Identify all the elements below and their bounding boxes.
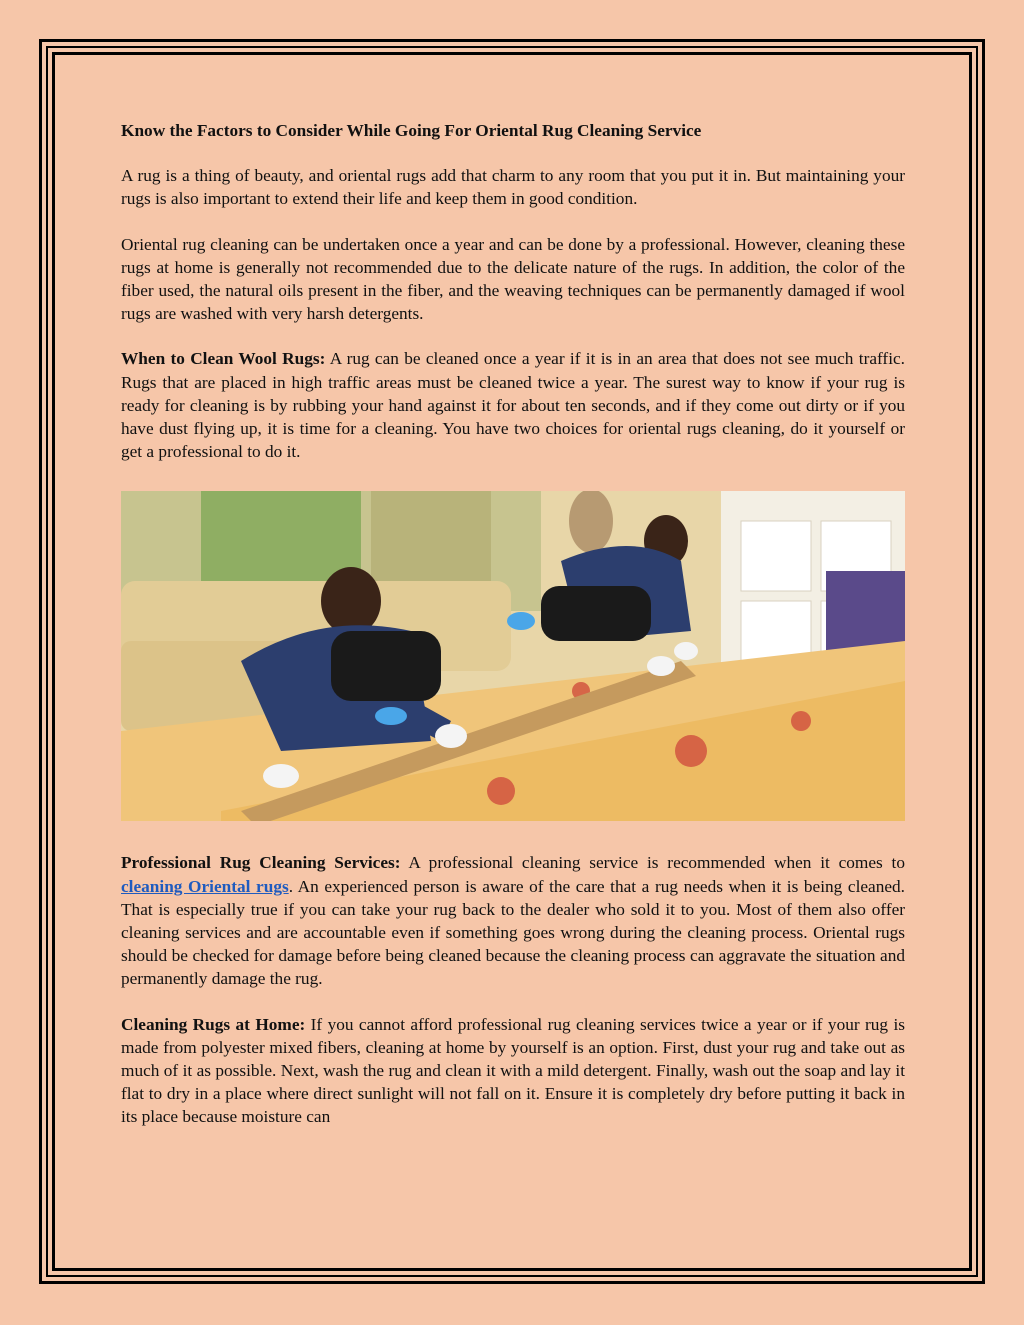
document-body <box>121 119 905 1151</box>
cleaning-oriental-rugs-link[interactable]: cleaning Oriental rugs <box>121 876 289 896</box>
section-wool-paragraph <box>121 347 905 463</box>
section-professional-paragraph <box>121 851 905 990</box>
section-wool-text: A rug can be cleaned once a year if it is in an area that does not see much traffic. Rugs that are placed in high traffic areas must be cleaned twice a year. The surest way to know if your rug is ready for cleaning is by rubbing your hand against it for about ten seconds, and if they come out dirty or if you have dust flying up, it is time for a cleaning. You have two choices for oriental rugs cleaning, do it yourself or get a professional to do it. <box>121 349 905 462</box>
paragraph-2: Oriental rug cleaning can be undertaken once a year and can be done by a professional. However, cleaning these rugs at home is generally not recommended due to the delicate nature of the rugs. In addition, the color of the fiber used, the natural oils present in the fiber, and the weaving techniques can be permanently damaged if wool rugs are washed with very harsh detergents. <box>121 234 905 324</box>
section-professional-text-1: A professional cleaning service is recommended when it comes to <box>400 853 905 873</box>
section-professional-heading: Professional Rug Cleaning Services: <box>121 853 401 873</box>
section-professional-text-2: . An experienced person is aware of the care that a rug needs when it is being cleaned. That is especially true if you can take your rug back to the dealer who sold it to you. Most of them also offer cleaning services and are accountable even if something goes wrong during the cleaning process. Oriental rugs should be checked for damage before being cleaned because the cleaning process can aggravate the situation and permanently damage the rug. <box>121 876 905 989</box>
intro-paragraph: A rug is a thing of beauty, and oriental rugs add that charm to any room that you put it in. But maintaining your rugs is also important to extend their life and keep them in good condition. <box>121 166 905 209</box>
section-home-heading: Cleaning Rugs at Home: <box>121 1014 306 1034</box>
section-home-text: If you cannot afford professional rug cleaning services twice a year or if your rug is made from polyester mixed fibers, cleaning at home by yourself is an option. First, dust your rug and take out as much of it as possible. Next, wash the rug and clean it with a mild detergent. Finally, wash out the soap and lay it flat to dry in a place where direct sunlight will not fall on it. Ensure it is completely dry before putting it back in its place because moisture can <box>121 1014 905 1127</box>
section-wool-heading: When to Clean Wool Rugs: <box>121 349 326 369</box>
document-title: Know the Factors to Consider While Going For Oriental Rug Cleaning Service <box>121 121 702 140</box>
rug-cleaning-photo <box>121 491 905 821</box>
section-home-paragraph <box>121 1013 905 1129</box>
